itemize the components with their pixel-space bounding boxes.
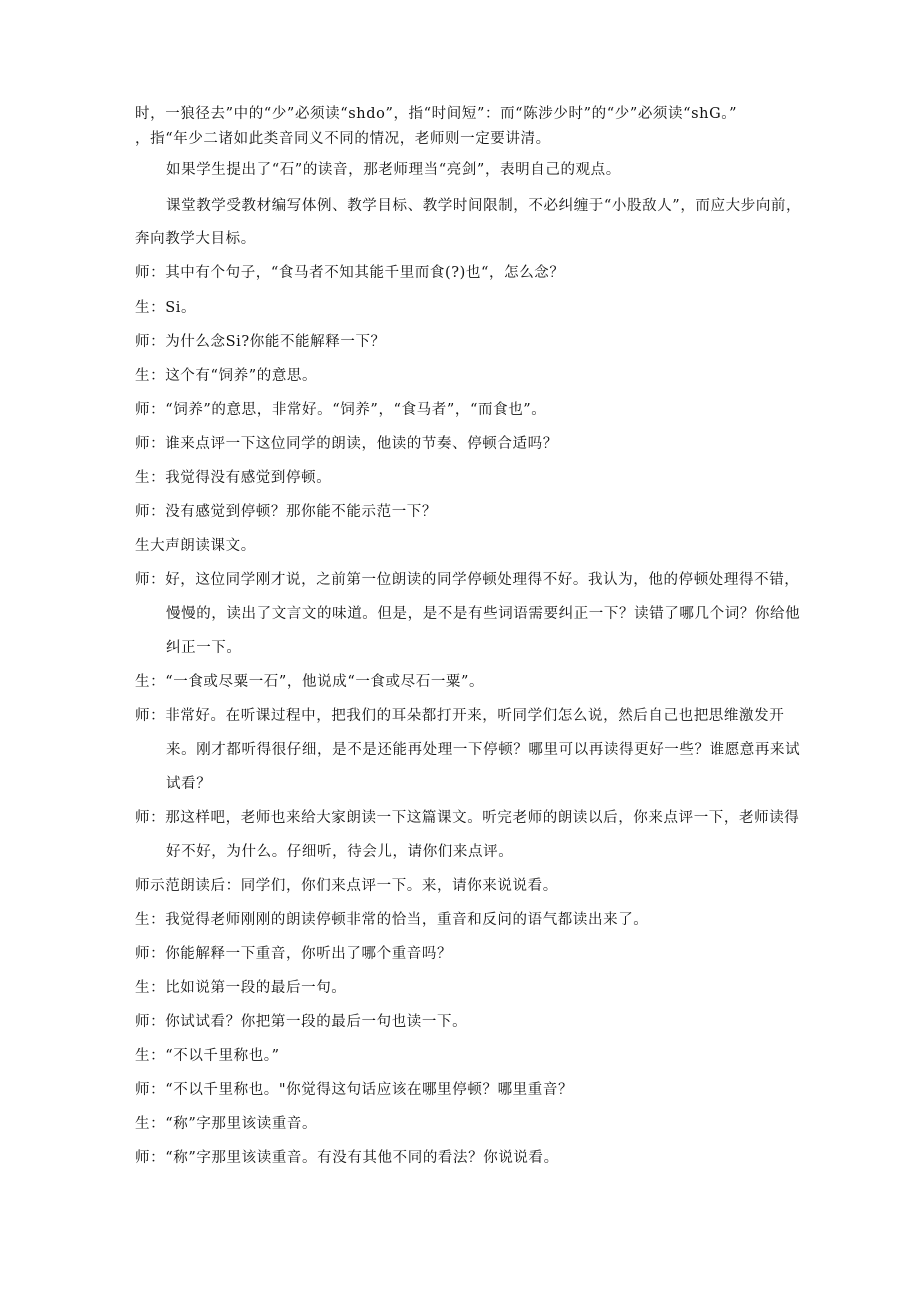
dialogue-line: 师：“饲养”的意思，非常好。“饲养”，“食马者”，“而食也”。 xyxy=(135,402,547,418)
dialogue-line: 师示范朗读后：同学们，你们来点评一下。来，请你来说说看。 xyxy=(135,878,558,894)
dialogue-line: 生大声朗读课文。 xyxy=(135,538,256,554)
dialogue-line: 师：为什么念Si?你能不能解释一下？ xyxy=(135,334,386,350)
dialogue-continuation: 纠正一下。 xyxy=(166,640,242,656)
paragraph-line: 时，一狼径去”中的“少”必须读“shdo”，指“时间短”：而“陈涉少时”的“少”必须读“shG。” xyxy=(135,106,738,122)
dialogue-continuation: 试看？ xyxy=(166,776,212,792)
dialogue-line: 师：好，这位同学刚才说，之前第一位朗读的同学停顿处理得不好。我认为，他的停顿处理得不错， xyxy=(135,572,800,588)
dialogue-line: 师：没有感觉到停顿？那你能不能示范一下？ xyxy=(135,504,437,520)
paragraph-line: 如果学生提出了“石”的读音，那老师理当“亮剑”，表明自己的观点。 xyxy=(166,162,621,178)
dialogue-line: 师：非常好。在听课过程中，把我们的耳朵都打开来，听同学们怎么说，然后自己也把思维激发开 xyxy=(135,708,785,724)
dialogue-line: 师：那这样吧，老师也来给大家朗读一下这篇课文。听完老师的朗读以后，你来点评一下，老师读得 xyxy=(135,810,800,826)
dialogue-line: 师：“称”字那里该读重音。有没有其他不同的看法？你说说看。 xyxy=(135,1150,559,1166)
dialogue-line: 生：这个有“饲养”的意思。 xyxy=(135,368,318,384)
dialogue-line: 生：“不以千里称也。” xyxy=(135,1048,280,1064)
dialogue-line: 生：比如说第一段的最后一句。 xyxy=(135,980,347,996)
dialogue-line: 生：我觉得老师刚刚的朗读停顿非常的恰当，重音和反问的语气都读出来了。 xyxy=(135,912,649,928)
dialogue-continuation: 慢慢的，读出了文言文的味道。但是，是不是有些词语需要纠正一下？读错了哪几个词？你给他 xyxy=(166,606,801,622)
dialogue-continuation: 来。刚才都听得很仔细，是不是还能再处理一下停顿？哪里可以再读得更好一些？谁愿意再来试 xyxy=(166,742,801,758)
dialogue-line: 生：我觉得没有感觉到停顿。 xyxy=(135,470,332,486)
dialogue-continuation: 好不好，为什么。仔细听，待会儿，请你们来点评。 xyxy=(166,844,514,860)
paragraph-line: 课堂教学受教材编写体例、教学目标、教学时间限制，不必纠缠于“小股敌人”，而应大步向前， xyxy=(166,198,802,214)
dialogue-line: 师：谁来点评一下这位同学的朗读，他读的节奏、停顿合适吗？ xyxy=(135,436,558,452)
dialogue-line: 生：“一食或尽粟一石”，他说成“一食或尽石一粟”。 xyxy=(135,674,485,690)
dialogue-line: 师：你试试看？你把第一段的最后一句也读一下。 xyxy=(135,1014,468,1030)
dialogue-line: 师：其中有个句子，“食马者不知其能千里而食(?)也“，怎么念？ xyxy=(135,265,565,281)
dialogue-line: 师：“不以千里称也。"你觉得这句话应该在哪里停顿？哪里重音？ xyxy=(135,1082,574,1098)
paragraph-line: ，指“年少二诸如此类音同义不同的情况，老师则一定要讲清。 xyxy=(135,131,551,147)
dialogue-line: 生：“称”字那里该读重音。 xyxy=(135,1116,318,1132)
dialogue-line: 生：Si。 xyxy=(135,300,197,316)
paragraph-line: 奔向教学大目标。 xyxy=(135,231,256,247)
dialogue-line: 师：你能解释一下重音，你听出了哪个重音吗？ xyxy=(135,946,453,962)
